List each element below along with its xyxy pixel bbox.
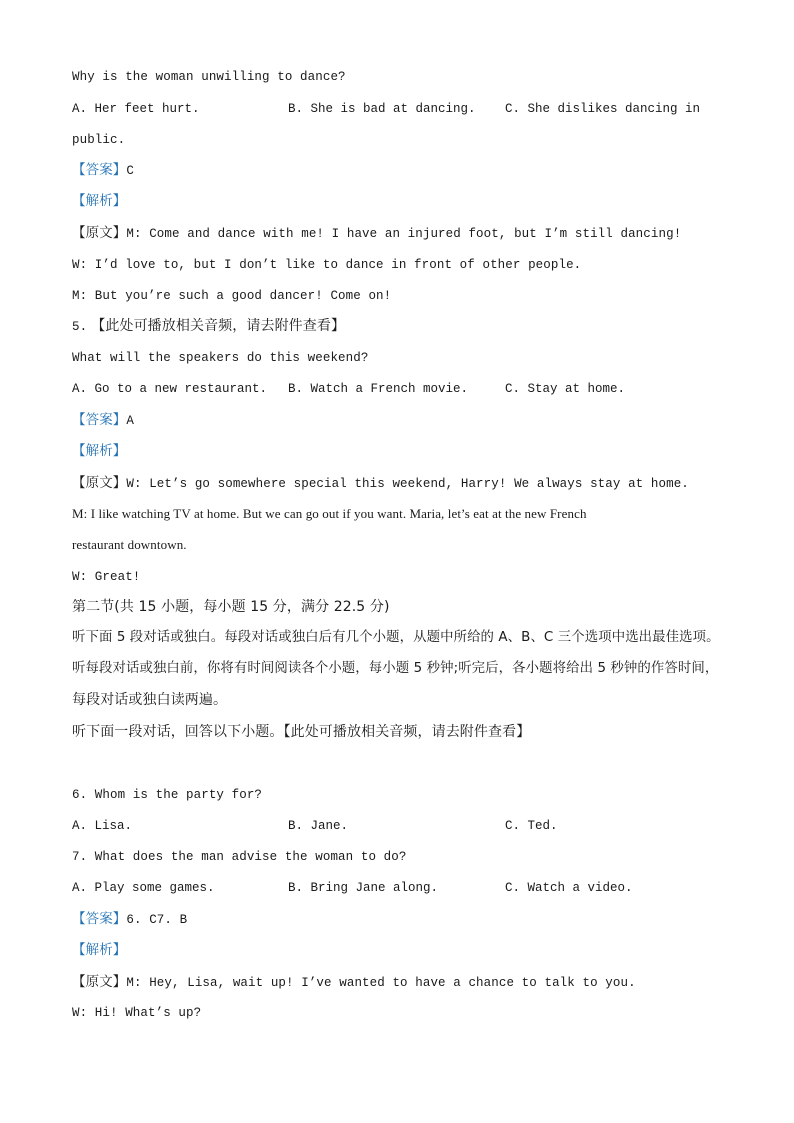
- section2-heading: 第二节(共 15 小题，每小题 15 分，满分 22.5 分): [72, 599, 390, 615]
- q6-option-b: B. Jane.: [288, 819, 349, 833]
- section2-instruction-1: 听下面 5 段对话或独白。每段对话或独白后有几个小题，从题中所给的 A、B、C 三个选项中选出最佳选项。: [72, 630, 720, 645]
- q67-analysis-line: [72, 942, 126, 958]
- analysis-tag: 【解析】: [72, 942, 127, 958]
- q6-option-c: C. Ted.: [505, 819, 558, 833]
- q5-header: [72, 318, 345, 335]
- q5-answer-line: [72, 412, 134, 429]
- answer-tag: 【答案】: [72, 162, 127, 178]
- q4-transcript-line-3: M: But you’re such a good dancer! Come on!: [72, 289, 392, 303]
- q5-number: 5.: [72, 320, 88, 334]
- q4-option-c-continued: public.: [72, 133, 126, 147]
- q4-transcript-text-1: M: Come and dance with me! I have an injured foot, but I’m still dancing!: [126, 227, 682, 241]
- q67-transcript-line-1: [72, 974, 636, 991]
- q4-option-b: B. She is bad at dancing.: [288, 102, 476, 116]
- transcript-tag: 【原文】: [72, 475, 127, 491]
- q67-transcript-text-1: M: Hey, Lisa, wait up! I’ve wanted to have a chance to talk to you.: [126, 976, 636, 990]
- q4-option-a: A. Her feet hurt.: [72, 102, 200, 116]
- q4-transcript-line-1: [72, 225, 681, 242]
- q5-option-c: C. Stay at home.: [505, 382, 626, 396]
- q4-analysis-line: [72, 193, 126, 209]
- q5-answer: A: [126, 414, 135, 428]
- q5-audio-note: 【此处可播放相关音频，请去附件查看】: [91, 318, 346, 334]
- section2-listen-prompt: 听下面一段对话，回答以下小题。【此处可播放相关音频，请去附件查看】: [72, 724, 531, 740]
- transcript-tag: 【原文】: [72, 225, 127, 241]
- q7-option-a: A. Play some games.: [72, 881, 215, 895]
- q7-option-c: C. Watch a video.: [505, 881, 633, 895]
- q4-transcript-line-2: W: I’d love to, but I don’t like to dance in front of other people.: [72, 258, 582, 272]
- q5-transcript-line-3: restaurant downtown.: [72, 537, 187, 552]
- answer-tag: 【答案】: [72, 412, 127, 428]
- q7-question: 7. What does the man advise the woman to do?: [72, 850, 407, 864]
- q5-transcript-line-1: [72, 475, 689, 492]
- section2-instruction-2: 听每段对话或独白前，你将有时间阅读各个小题，每小题 5 秒钟;听完后，各小题将给出 5 秒钟的作答时间，: [72, 661, 719, 676]
- analysis-tag: 【解析】: [72, 443, 127, 459]
- q5-option-a: A. Go to a new restaurant.: [72, 382, 268, 396]
- q67-answer: 6. C7. B: [126, 913, 188, 927]
- answer-tag: 【答案】: [72, 911, 127, 927]
- q6-question: 6. Whom is the party for?: [72, 788, 263, 802]
- q4-option-c: C. She dislikes dancing in: [505, 102, 701, 116]
- q4-question: Why is the woman unwilling to dance?: [72, 70, 346, 84]
- q5-question: What will the speakers do this weekend?: [72, 351, 369, 365]
- q5-transcript-text-1: W: Let’s go somewhere special this weekend, Harry! We always stay at home.: [126, 477, 689, 491]
- q5-analysis-line: [72, 443, 126, 459]
- q6-option-a: A. Lisa.: [72, 819, 133, 833]
- q5-transcript-line-4: W: Great!: [72, 570, 141, 584]
- q5-option-b: B. Watch a French movie.: [288, 382, 469, 396]
- q67-answer-line: [72, 911, 187, 928]
- q67-transcript-line-2: W: Hi! What’s up?: [72, 1006, 202, 1020]
- q5-transcript-line-2: M: I like watching TV at home. But we can go out if you want. Maria, let’s eat at the new French: [72, 506, 587, 521]
- q4-answer-line: [72, 162, 134, 179]
- analysis-tag: 【解析】: [72, 193, 127, 209]
- q7-option-b: B. Bring Jane along.: [288, 881, 439, 895]
- section2-instruction-3: 每段对话或独白读两遍。: [72, 692, 228, 708]
- transcript-tag: 【原文】: [72, 974, 127, 990]
- q4-answer: C: [126, 164, 135, 178]
